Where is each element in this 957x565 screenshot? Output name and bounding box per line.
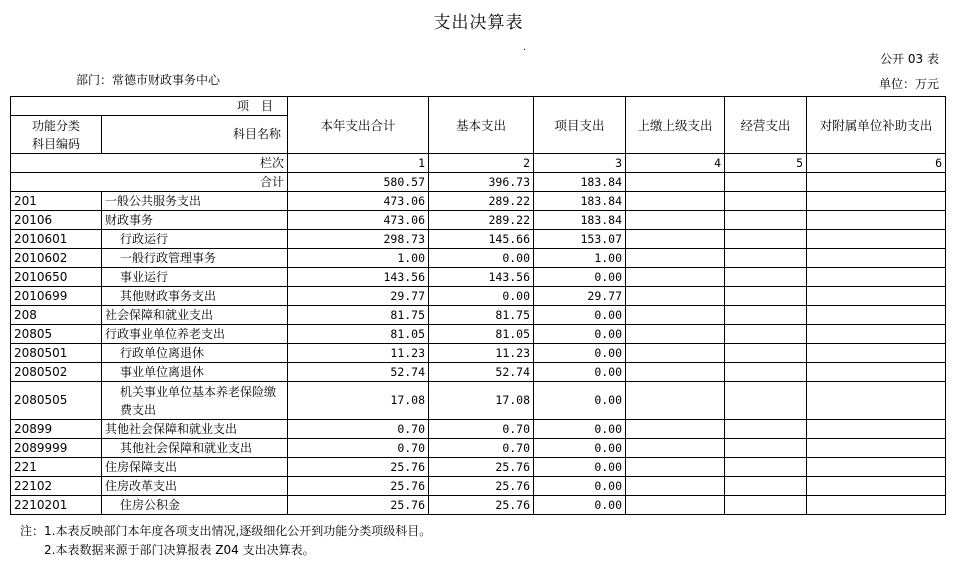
basic-cell: 289.22 [429, 192, 534, 211]
subject-name-cell: 其他财政事务支出 [102, 287, 288, 306]
operation-cell [725, 363, 807, 382]
total-header: 本年支出合计 [288, 97, 429, 154]
project-cell: 29.77 [534, 287, 626, 306]
operation-cell [725, 306, 807, 325]
code-cell: 2010602 [11, 249, 102, 268]
operation-cell [725, 344, 807, 363]
subject-name-cell: 社会保障和就业支出 [102, 306, 288, 325]
table-row [11, 211, 946, 230]
table-row [11, 192, 946, 211]
subject-name-cell: 其他社会保障和就业支出 [102, 420, 288, 439]
basic-header: 基本支出 [429, 97, 534, 154]
operation-cell [725, 268, 807, 287]
total-cell: 52.74 [288, 363, 429, 382]
subsidy-cell [807, 458, 946, 477]
upper-cell [626, 249, 725, 268]
upper-cell [626, 287, 725, 306]
basic-cell: 0.00 [429, 249, 534, 268]
subsidy-cell [807, 477, 946, 496]
project-cell: 0.00 [534, 268, 626, 287]
code-cell: 221 [11, 458, 102, 477]
total-cell: 473.06 [288, 211, 429, 230]
upper-cell [626, 420, 725, 439]
project-cell: 0.00 [534, 439, 626, 458]
upper-cell [626, 439, 725, 458]
col-num: 2 [429, 154, 534, 173]
dot-mark: . [523, 42, 527, 53]
upper-cell [626, 192, 725, 211]
basic-cell: 25.76 [429, 458, 534, 477]
total-cell: 81.05 [288, 325, 429, 344]
total-cell: 473.06 [288, 192, 429, 211]
total-cell: 29.77 [288, 287, 429, 306]
table-row [11, 325, 946, 344]
notes [20, 522, 431, 560]
column-label: 栏次 [11, 154, 288, 173]
col-num: 6 [807, 154, 946, 173]
note-1: 注：1.本表反映部门本年度各项支出情况,逐级细化公开到功能分类项级科目。 [20, 524, 432, 538]
table-row [11, 344, 946, 363]
table-row [11, 439, 946, 458]
code-cell: 2010699 [11, 287, 102, 306]
subject-name-cell: 住房改革支出 [102, 477, 288, 496]
project-cell: 0.00 [534, 325, 626, 344]
sum-upper [626, 173, 725, 192]
project-cell: 153.07 [534, 230, 626, 249]
page-title: 支出决算表 [433, 13, 524, 33]
basic-cell: 0.70 [429, 420, 534, 439]
operation-cell [725, 458, 807, 477]
subject-name-cell: 事业运行 [102, 268, 288, 287]
total-cell: 25.76 [288, 477, 429, 496]
subsidy-cell [807, 211, 946, 230]
operation-cell [725, 496, 807, 515]
operation-cell [725, 192, 807, 211]
subsidy-header: 对附属单位补助支出 [807, 97, 946, 154]
sum-subsidy [807, 173, 946, 192]
subsidy-cell [807, 382, 946, 420]
operation-cell [725, 287, 807, 306]
sum-total: 580.57 [288, 173, 429, 192]
project-cell: 0.00 [534, 420, 626, 439]
basic-cell: 0.70 [429, 439, 534, 458]
project-cell: 0.00 [534, 496, 626, 515]
code-cell: 201 [11, 192, 102, 211]
basic-cell: 11.23 [429, 344, 534, 363]
subsidy-cell [807, 363, 946, 382]
upper-cell [626, 382, 725, 420]
project-cell: 1.00 [534, 249, 626, 268]
project-cell: 0.00 [534, 344, 626, 363]
project-cell: 183.84 [534, 192, 626, 211]
operation-cell [725, 420, 807, 439]
col-num: 5 [725, 154, 807, 173]
table-row [11, 230, 946, 249]
code-cell: 2010601 [11, 230, 102, 249]
code-cell: 208 [11, 306, 102, 325]
total-cell: 298.73 [288, 230, 429, 249]
basic-cell: 145.66 [429, 230, 534, 249]
project-cell: 0.00 [534, 363, 626, 382]
upper-cell [626, 477, 725, 496]
table-row [11, 249, 946, 268]
subsidy-cell [807, 325, 946, 344]
upper-cell [626, 363, 725, 382]
sum-row [11, 173, 946, 192]
table-row [11, 287, 946, 306]
subsidy-cell [807, 344, 946, 363]
code-cell: 2080501 [11, 344, 102, 363]
expenditure-table [10, 96, 946, 515]
subject-name-cell: 住房公积金 [102, 496, 288, 515]
code-cell: 2080505 [11, 382, 102, 420]
basic-cell: 25.76 [429, 477, 534, 496]
subject-name-cell: 财政事务 [102, 211, 288, 230]
project-cell: 0.00 [534, 458, 626, 477]
subject-name-cell: 行政事业单位养老支出 [102, 325, 288, 344]
operation-cell [725, 249, 807, 268]
total-cell: 25.76 [288, 496, 429, 515]
upper-cell [626, 458, 725, 477]
sum-project: 183.84 [534, 173, 626, 192]
code-cell: 2210201 [11, 496, 102, 515]
code-cell: 20805 [11, 325, 102, 344]
total-cell: 81.75 [288, 306, 429, 325]
subject-name-cell: 其他社会保障和就业支出 [102, 439, 288, 458]
total-cell: 25.76 [288, 458, 429, 477]
total-cell: 0.70 [288, 420, 429, 439]
column-number-row [11, 154, 946, 173]
upper-header: 上缴上级支出 [626, 97, 725, 154]
total-cell: 17.08 [288, 382, 429, 420]
subsidy-cell [807, 268, 946, 287]
table-row [11, 477, 946, 496]
subject-name-cell: 住房保障支出 [102, 458, 288, 477]
project-cell: 0.00 [534, 306, 626, 325]
subject-name-cell: 一般行政管理事务 [102, 249, 288, 268]
col-num: 4 [626, 154, 725, 173]
project-header: 项目支出 [534, 97, 626, 154]
subsidy-cell [807, 306, 946, 325]
code-cell: 20899 [11, 420, 102, 439]
basic-cell: 25.76 [429, 496, 534, 515]
basic-cell: 289.22 [429, 211, 534, 230]
table-row [11, 458, 946, 477]
upper-cell [626, 325, 725, 344]
code-cell: 2089999 [11, 439, 102, 458]
upper-cell [626, 306, 725, 325]
subject-name-cell: 行政运行 [102, 230, 288, 249]
project-cell: 0.00 [534, 477, 626, 496]
func-code-header: 功能分类 科目编码 [11, 116, 102, 154]
subsidy-cell [807, 287, 946, 306]
operation-cell [725, 477, 807, 496]
header-row-1 [11, 97, 946, 116]
basic-cell: 0.00 [429, 287, 534, 306]
upper-cell [626, 496, 725, 515]
operation-cell [725, 211, 807, 230]
basic-cell: 52.74 [429, 363, 534, 382]
basic-cell: 81.75 [429, 306, 534, 325]
upper-cell [626, 211, 725, 230]
upper-cell [626, 344, 725, 363]
total-cell: 0.70 [288, 439, 429, 458]
basic-cell: 81.05 [429, 325, 534, 344]
col-num: 3 [534, 154, 626, 173]
table-row [11, 268, 946, 287]
table-row [11, 306, 946, 325]
subsidy-cell [807, 439, 946, 458]
basic-cell: 143.56 [429, 268, 534, 287]
subject-name-cell: 一般公共服务支出 [102, 192, 288, 211]
subsidy-cell [807, 249, 946, 268]
department-label: 部门：常德市财政事务中心 [76, 73, 221, 87]
subsidy-cell [807, 230, 946, 249]
upper-cell [626, 268, 725, 287]
table-row [11, 420, 946, 439]
sum-label: 合计 [11, 173, 288, 192]
code-cell: 20106 [11, 211, 102, 230]
col-num: 1 [288, 154, 429, 173]
item-header: 项 目 [11, 97, 288, 116]
sum-operation [725, 173, 807, 192]
form-number: 公开 03 表 [880, 52, 939, 66]
operation-cell [725, 230, 807, 249]
subject-name-cell: 行政单位离退休 [102, 344, 288, 363]
code-cell: 22102 [11, 477, 102, 496]
code-cell: 2010650 [11, 268, 102, 287]
operation-cell [725, 439, 807, 458]
operation-cell [725, 382, 807, 420]
operation-header: 经营支出 [725, 97, 807, 154]
table-row [11, 496, 946, 515]
upper-cell [626, 230, 725, 249]
sum-basic: 396.73 [429, 173, 534, 192]
code-cell: 2080502 [11, 363, 102, 382]
subsidy-cell [807, 420, 946, 439]
total-cell: 11.23 [288, 344, 429, 363]
subject-name-cell: 机关事业单位基本养老保险缴费支出 [102, 382, 288, 420]
table-row [11, 382, 946, 420]
table-row [11, 363, 946, 382]
note-2: 2.本表数据来源于部门决算报表 Z04 支出决算表。 [44, 543, 315, 557]
operation-cell [725, 325, 807, 344]
total-cell: 143.56 [288, 268, 429, 287]
subsidy-cell [807, 192, 946, 211]
project-cell: 0.00 [534, 382, 626, 420]
subject-name-cell: 事业单位离退休 [102, 363, 288, 382]
project-cell: 183.84 [534, 211, 626, 230]
subject-name-header: 科目名称 [102, 116, 288, 154]
basic-cell: 17.08 [429, 382, 534, 420]
unit-label: 单位：万元 [878, 77, 939, 91]
total-cell: 1.00 [288, 249, 429, 268]
subsidy-cell [807, 496, 946, 515]
